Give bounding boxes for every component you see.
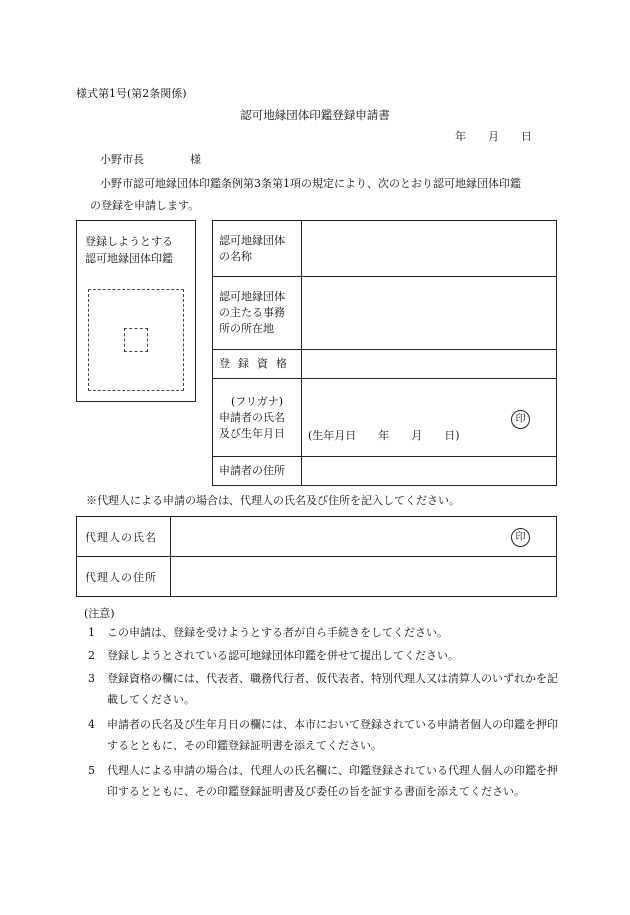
seal-center-guide [124,328,148,352]
office-label-line3: 所の所在地 [219,322,274,335]
dob-prefix: (生年月日 [308,429,357,442]
proxy-name-label: 代理人の氏名 [77,517,171,557]
note-number: 1 [88,626,95,639]
document-title: 認可地縁団体印鑑登録申請書 [240,108,390,122]
seal-impression-box [76,220,196,402]
office-address-field[interactable] [302,277,557,350]
date-month: 月 [488,130,499,143]
applicant-label-line2: 申請者の氏名 [219,410,285,424]
applicant-label [213,379,302,457]
office-label-line1: 認可地縁団体 [219,290,285,303]
date-year: 年 [455,130,466,143]
note-item [88,714,558,756]
dob-year: 年 [378,429,390,442]
proxy-table [76,516,557,597]
seal-mark-icon: 印 [511,410,530,429]
org-name-label-line1: 認可地縁団体 [219,233,285,247]
dob-month: 月 [411,429,423,442]
org-name-field[interactable] [302,221,557,277]
note-text: この申請は、登録を受けようとする者が自ら手続きをしてください。 [107,626,448,639]
proxy-address-field[interactable] [171,557,557,597]
proxy-name-field[interactable] [171,517,557,557]
note-number: 4 [88,718,95,731]
date-day: 日 [521,130,532,143]
note-item [88,760,558,802]
org-name-label-line2: の名称 [219,249,252,263]
note-text: 登録資格の欄には、代表者、職務代行者、仮代表者、特別代理人又は清算人のいずれかを記載してください。 [107,672,558,706]
proxy-note: ※代理人による申請の場合は、代理人の氏名及び住所を記入してください。 [86,494,460,507]
office-label-line2: の主たる事務 [219,306,285,319]
addressee-suffix: 様 [190,153,201,166]
note-item [88,645,558,666]
birthdate-line [308,428,460,444]
office-address-label [213,277,302,350]
furigana-label: (フリガナ) [231,394,284,408]
addressee-name: 小野市長 [100,153,144,166]
date-line [433,128,532,144]
note-text: 代理人による申請の場合は、代理人の氏名欄に、印鑑登録されている代理人個人の印鑑を押印するとともに、その印鑑登録証明書及び委任の旨を証する書面を添えてください。 [107,764,558,798]
note-text: 申請者の氏名及び生年月日の欄には、本市において登録されている申請者個人の印鑑を押印するとともに、その印鑑登録証明書を添えてください。 [107,718,558,752]
note-item [88,622,558,643]
seal-box-label-line2: 認可地縁団体印鑑 [85,252,173,265]
note-number: 3 [88,672,95,685]
qualification-field[interactable] [302,350,557,379]
body-text-line1: 小野市認可地縁団体印鑑条例第3条第1項の規定により、次のとおり認可地縁団体印鑑 [100,177,521,190]
org-name-label [213,221,302,277]
notes-heading: (注意) [84,607,115,620]
seal-impression-area[interactable] [88,289,184,391]
qualification-label: 登録資格 [213,350,302,379]
note-number: 2 [88,649,95,662]
note-text: 登録しようとされている認可地縁団体印鑑を併せて提出してください。 [107,649,459,662]
addressee [100,151,201,167]
applicant-address-field[interactable] [302,457,557,486]
seal-box-label-line1: 登録しようとする [85,235,173,248]
body-text-line2: の登録を申請します。 [90,199,200,212]
form-number: 様式第1号(第2条関係) [76,87,187,100]
proxy-seal-mark-icon: 印 [511,528,530,547]
application-table [212,220,557,486]
applicant-label-line3: 及び生年月日 [219,426,285,440]
applicant-address-label: 申請者の住所 [213,457,302,486]
seal-box-label [85,233,173,267]
applicant-field[interactable] [302,379,557,457]
note-item [88,668,558,710]
note-number: 5 [88,764,95,777]
dob-day: 日) [444,429,460,442]
proxy-address-label: 代理人の住所 [77,557,171,597]
